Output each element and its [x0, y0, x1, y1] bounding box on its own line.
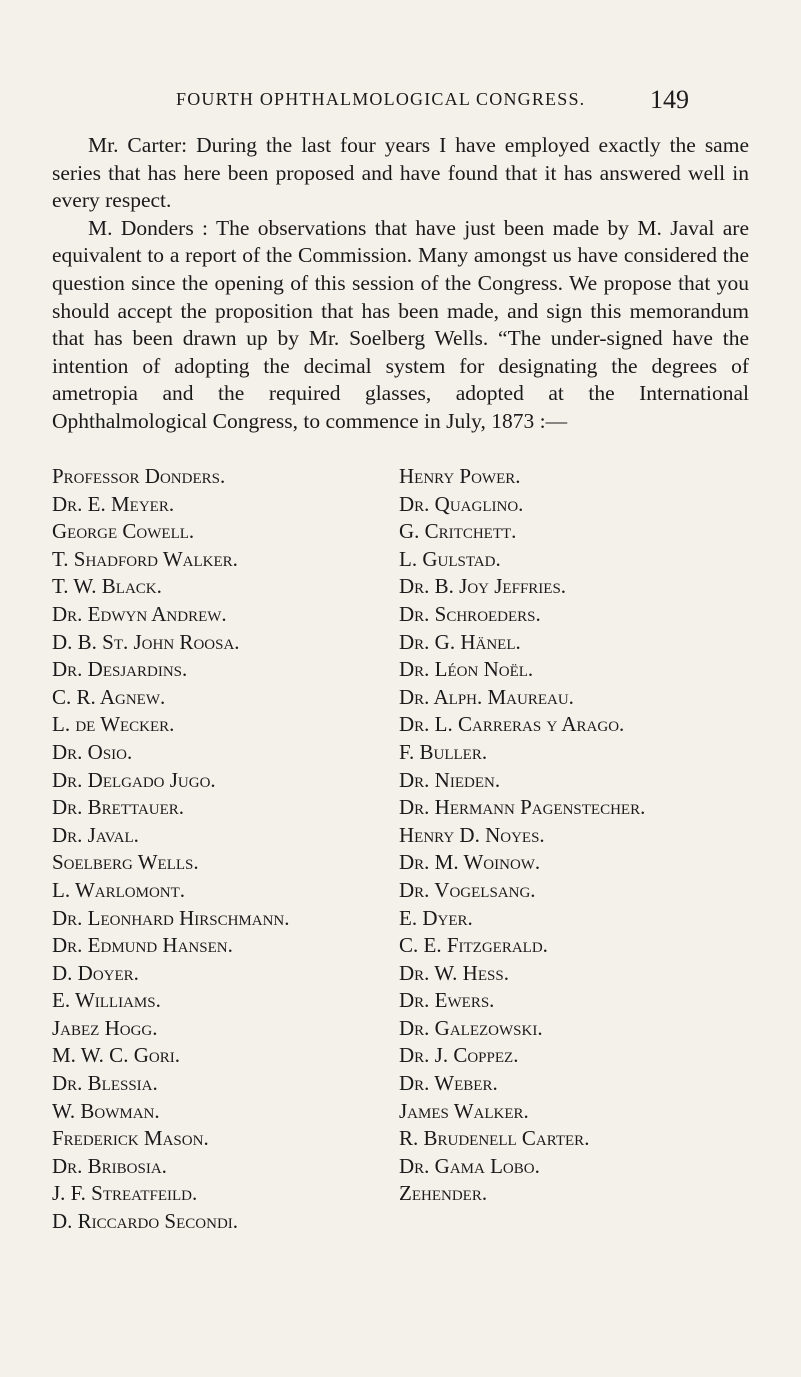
signatory-name: Dr. Edmund Hansen. — [52, 933, 233, 958]
signatory-name: James Walker. — [399, 1098, 529, 1123]
signatory-name: Dr. Nieden. — [399, 767, 501, 792]
signatory-name: R. Brudenell Carter. — [399, 1126, 590, 1151]
signatory-name: L. de Wecker. — [52, 712, 175, 737]
signatory-name: Dr. Leonhard Hirschmann. — [52, 905, 290, 930]
signatory-name: Dr. Léon Noël. — [399, 657, 534, 682]
signatory-name: T. W. Black. — [52, 574, 162, 599]
signatory-name: Jabez Hogg. — [52, 1015, 158, 1040]
signatories-right-column — [399, 463, 645, 1208]
signatory-name: Dr. L. Carreras y Arago. — [399, 712, 625, 737]
signatory-name: Zehender. — [399, 1181, 488, 1206]
signatory-name: Dr. M. Woinow. — [399, 850, 541, 875]
signatory-name: Dr. Edwyn Andrew. — [52, 601, 227, 626]
signatory-name: Dr. Blessia. — [52, 1071, 158, 1096]
signatory-name: M. W. C. Gori. — [52, 1043, 180, 1068]
signatory-name: Dr. B. Joy Jeffries. — [399, 574, 567, 599]
signatory-name: Dr. G. Hänel. — [399, 629, 521, 654]
signatory-name: Dr. Brettauer. — [52, 795, 185, 820]
signatory-name: E. Dyer. — [399, 905, 473, 930]
signatory-name: T. Shadford Walker. — [52, 546, 238, 571]
page-header — [0, 85, 801, 115]
signatory-name: C. R. Agnew. — [52, 684, 166, 709]
signatory-name: Dr. Quaglino. — [399, 491, 524, 516]
signatory-name: W. Bowman. — [52, 1098, 160, 1123]
signatory-name: Dr. Hermann Pagenstecher. — [399, 795, 646, 820]
signatory-name: L. Gulstad. — [399, 546, 501, 571]
body-text — [52, 132, 749, 436]
signatory-name: Henry D. Noyes. — [399, 822, 545, 847]
signatory-name: Professor Donders. — [52, 464, 226, 488]
signatory-name: Dr. Bribosia. — [52, 1153, 167, 1178]
signatory-name: D. Riccardo Secondi. — [52, 1209, 239, 1234]
signatory-name: Frederick Mason. — [52, 1126, 209, 1151]
signatory-name: Dr. Weber. — [399, 1071, 498, 1096]
signatory-name: Henry Power. — [399, 464, 521, 488]
signatory-name: Soelberg Wells. — [52, 850, 199, 875]
signatory-name: D. B. St. John Roosa. — [52, 629, 240, 654]
signatory-name: Dr. Gama Lobo. — [399, 1153, 540, 1178]
signatory-name: J. F. Streatfeild. — [52, 1181, 198, 1206]
signatory-name: Dr. Desjardins. — [52, 657, 188, 682]
paragraph-donders: M. Donders : The observations that have just been made by M. Javal are equivalent to a report of the Commission. Many amongst us have considered the question since the opening of this session of the Congress. We propose that you should accept the proposition that has been made, and sign this memorandum that has been drawn up by Mr. Soelberg Wells. “The under-signed have the intention of adopting the decimal system for designating the degrees of ametropia and the required glasses, adopted at the International Ophthalmological Congress, to commence in July, 1873 :— — [52, 215, 749, 433]
signatory-name: Dr. Alph. Maureau. — [399, 684, 574, 709]
signatory-name: Dr. E. Meyer. — [52, 491, 175, 516]
signatory-name: Dr. Schroeders. — [399, 601, 541, 626]
signatory-name: F. Buller. — [399, 739, 488, 764]
signatory-name: C. E. Fitzgerald. — [399, 933, 548, 958]
signatory-name: Dr. Osio. — [52, 739, 133, 764]
signatory-name: G. Critchett. — [399, 519, 517, 544]
signatory-name: Dr. Javal. — [52, 822, 139, 847]
signatory-name: Dr. Vogelsang. — [399, 877, 536, 902]
signatory-name: D. Doyer. — [52, 960, 139, 985]
signatory-name: Dr. Delgado Jugo. — [52, 767, 216, 792]
running-head: FOURTH OPHTHALMOLOGICAL CONGRESS. — [176, 89, 586, 109]
signatory-name: Dr. Galezowski. — [399, 1015, 543, 1040]
signatory-name: Dr. W. Hess. — [399, 960, 509, 985]
signatory-name: Dr. Ewers. — [399, 988, 495, 1013]
paragraph-carter: Mr. Carter: During the last four years I have employed exactly the same series that has here been proposed and have found that it has answered well in every respect. — [52, 133, 749, 213]
signatory-name: Dr. J. Coppez. — [399, 1043, 519, 1068]
signatory-name: L. Warlomont. — [52, 877, 186, 902]
signatories-left-column — [52, 463, 290, 1236]
page-number: 149 — [650, 85, 689, 114]
signatory-name: George Cowell. — [52, 519, 195, 544]
signatory-name: E. Williams. — [52, 988, 161, 1013]
